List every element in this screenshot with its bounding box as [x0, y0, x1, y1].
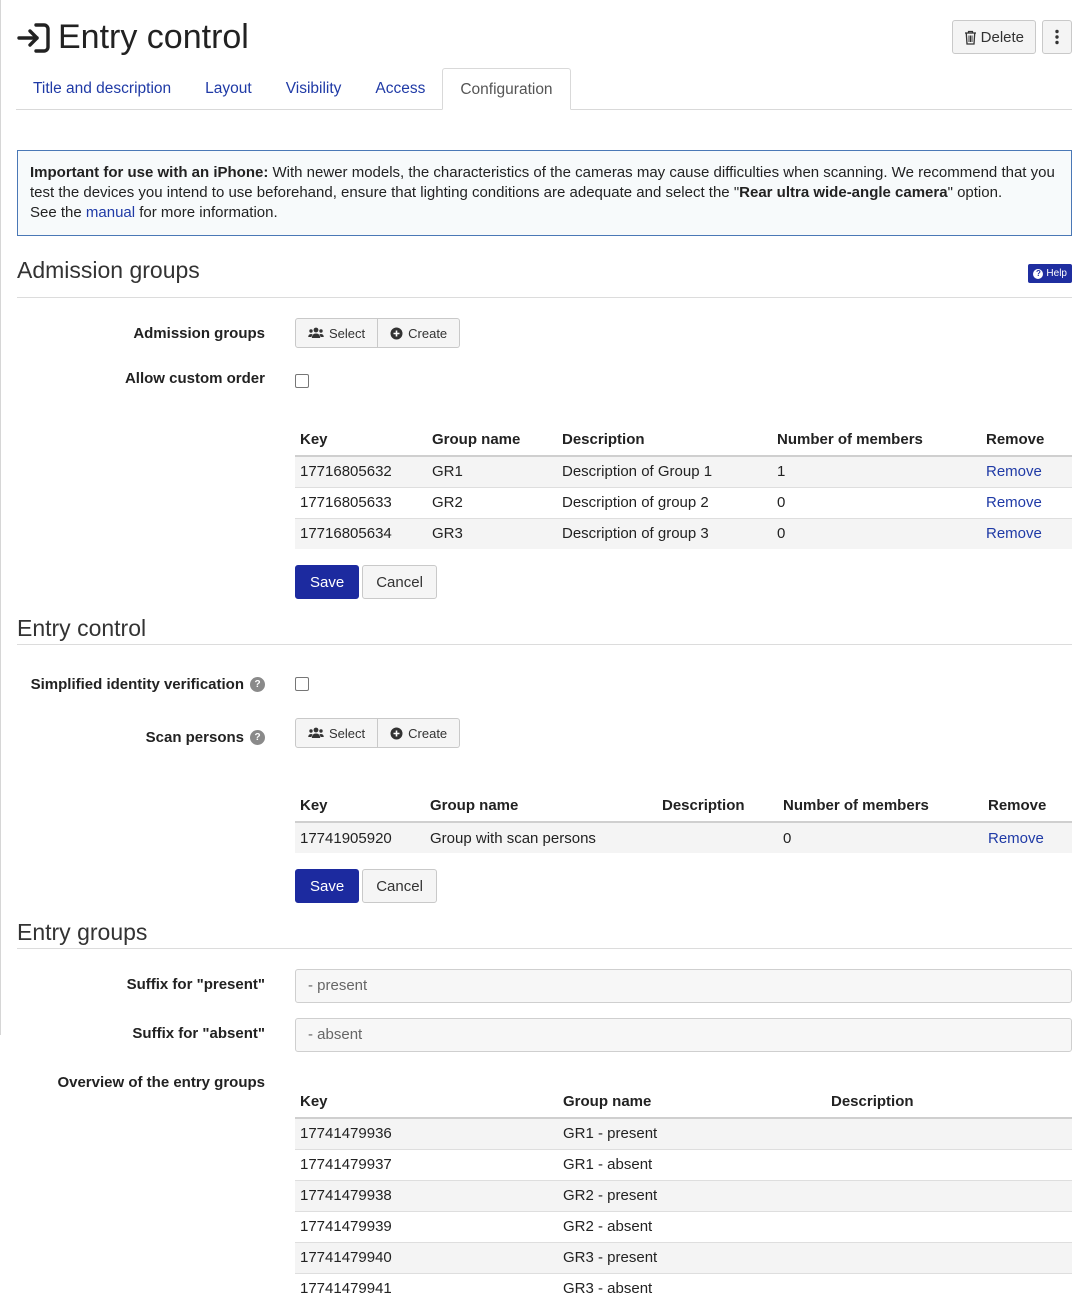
column-header-members: Number of members: [772, 424, 981, 456]
entry-groups-overview-label: [57, 1074, 265, 1091]
plus-circle-icon: [390, 327, 403, 340]
section-divider: [17, 948, 1072, 949]
kebab-menu-icon: [1055, 29, 1059, 45]
suffix-absent-label-text: Suffix for "absent": [132, 1025, 265, 1042]
scan-persons-select-button[interactable]: [295, 718, 378, 748]
question-circle-icon[interactable]: ?: [250, 730, 265, 745]
cell-key: 17741479938: [295, 1180, 558, 1211]
manual-link[interactable]: manual: [85, 204, 136, 221]
column-header-group-name: Group name: [427, 424, 557, 456]
question-circle-icon[interactable]: ?: [250, 677, 265, 692]
entry-control-form-actions: [295, 869, 437, 903]
column-header-members: Number of members: [778, 790, 983, 822]
tab-title-and-description[interactable]: Title and description: [33, 80, 172, 97]
cell-members: 0: [772, 518, 981, 549]
entry-groups-overview-label-text: Overview of the entry groups: [57, 1074, 265, 1091]
cell-description: [826, 1242, 1072, 1273]
page-title: Entry control: [58, 18, 249, 56]
tab-visibility[interactable]: Visibility: [285, 80, 342, 97]
cell-group-name: GR2 - present: [558, 1180, 826, 1211]
cell-group-name: GR1 - absent: [558, 1149, 826, 1180]
help-button[interactable]: [1028, 264, 1072, 283]
admission-groups-table: [295, 424, 1072, 549]
table-row: [295, 456, 1072, 487]
scan-persons-actions: [295, 718, 460, 748]
cell-key: 17741479939: [295, 1211, 558, 1242]
table-row: [295, 1149, 1072, 1180]
cell-description: [826, 1273, 1072, 1304]
section-divider: [17, 644, 1072, 645]
notice-strong: Important for use with an iPhone:: [30, 164, 269, 181]
column-header-key: Key: [295, 790, 425, 822]
cell-group-name: GR3 - absent: [563, 1280, 653, 1298]
cell-description: [657, 822, 778, 853]
column-header-key: Key: [295, 424, 427, 456]
column-header-group-name: Group name: [558, 1086, 826, 1118]
cell-group-name: GR1 - present: [558, 1118, 826, 1149]
admission-create-button[interactable]: [378, 318, 460, 348]
column-header-remove: Remove: [981, 424, 1072, 456]
tab-configuration[interactable]: Configuration: [442, 68, 570, 110]
trash-icon: [964, 30, 977, 45]
column-header-description: Description: [657, 790, 778, 822]
section-divider: [17, 297, 1072, 298]
simplified-verification-checkbox[interactable]: [295, 677, 309, 691]
entry-control-save-button[interactable]: Save: [295, 869, 359, 903]
allow-custom-order-label: [125, 370, 265, 387]
suffix-absent-label: [132, 1025, 265, 1042]
scan-persons-label: [146, 729, 265, 746]
allow-custom-order-label-text: Allow custom order: [124, 370, 265, 387]
cell-group-name: GR2 - absent: [558, 1211, 826, 1242]
cell-key: 17741479937: [295, 1149, 558, 1180]
table-row: [295, 1118, 1072, 1149]
suffix-absent-field[interactable]: - absent: [295, 1018, 1072, 1052]
cell-description: [826, 1180, 1072, 1211]
simplified-verification-label: [31, 676, 265, 693]
cell-group-name: Group with scan persons: [425, 822, 657, 853]
cell-description: Description of group 3: [557, 518, 772, 549]
scan-persons-label-text: Scan persons: [145, 729, 244, 746]
remove-link[interactable]: Remove: [986, 494, 1042, 511]
column-header-description: Description: [826, 1086, 1072, 1118]
cell-members: 1: [772, 456, 981, 487]
cell-group-name: GR1: [427, 456, 557, 487]
notice-text-1: With newer models, the characteristics of the cameras may cause difficulties when scanning. We recommend that you test the devices you intend to use beforehand, ensure that lighting conditions are adequate and select the ": [30, 164, 1055, 201]
table-row: [295, 1273, 1072, 1304]
cell-key: 17716805633: [295, 487, 427, 518]
header-actions: [952, 20, 1072, 54]
entry-control-cancel-button[interactable]: Cancel: [362, 869, 437, 903]
admission-groups-label-text: Admission groups: [133, 325, 265, 342]
cell-description: [826, 1118, 1072, 1149]
table-row: [295, 822, 1072, 853]
question-circle-icon: ?: [1033, 269, 1043, 279]
create-label: Create: [408, 725, 448, 741]
scan-persons-table: [295, 790, 1072, 853]
cell-members: 0: [772, 487, 981, 518]
cell-group-name: GR3 - present: [558, 1242, 826, 1273]
cell-description: [826, 1149, 1072, 1180]
table-row: [295, 487, 1072, 518]
suffix-present-label-text: Suffix for "present": [126, 976, 265, 993]
column-header-description: Description: [557, 424, 772, 456]
admission-form-actions: [295, 565, 437, 599]
cell-key: 17741479936: [295, 1118, 558, 1149]
admission-save-button[interactable]: Save: [295, 565, 359, 599]
table-row: [295, 1211, 1072, 1242]
select-label: Select: [329, 325, 366, 341]
column-header-group-name: Group name: [425, 790, 657, 822]
table-header-row: [295, 790, 1072, 822]
tab-access[interactable]: Access: [375, 80, 426, 97]
users-icon: [308, 727, 324, 739]
entry-groups-table: [295, 1086, 1072, 1304]
column-header-key: Key: [295, 1086, 558, 1118]
suffix-present-field[interactable]: - present: [295, 969, 1072, 1003]
column-header-remove: Remove: [983, 790, 1072, 822]
remove-link[interactable]: Remove: [988, 829, 1044, 847]
tab-bar: [16, 68, 1072, 110]
entry-groups-heading: Entry groups: [17, 919, 148, 945]
cell-key: 17741905920: [295, 822, 425, 853]
tab-layout[interactable]: Layout: [205, 80, 252, 97]
table-header-row: [295, 424, 1072, 456]
admission-cancel-button[interactable]: Cancel: [362, 565, 437, 599]
left-divider: [0, 0, 1, 1035]
cell-description: [826, 1211, 1072, 1242]
cell-group-name: GR3: [427, 518, 557, 549]
cell-key: 17716805634: [295, 518, 427, 549]
plus-circle-icon: [390, 727, 403, 740]
cell-members: 0: [778, 822, 983, 853]
cell-group-name: GR2: [427, 487, 557, 518]
remove-link[interactable]: Remove: [986, 463, 1042, 481]
iphone-notice: [17, 150, 1072, 236]
cell-key: 17741479941: [300, 1280, 392, 1298]
help-label: Help: [1046, 268, 1067, 279]
table-header-row: [295, 1086, 1072, 1118]
users-icon: [308, 327, 324, 339]
delete-button[interactable]: [952, 20, 1036, 54]
create-label: Create: [408, 325, 448, 341]
remove-link[interactable]: Remove: [986, 525, 1042, 543]
admission-groups-actions: [295, 318, 460, 348]
entry-control-heading: Entry control: [17, 615, 147, 641]
admission-select-button[interactable]: [295, 318, 378, 348]
table-row: [295, 518, 1072, 549]
notice-text-2: " option.: [947, 184, 1003, 201]
select-label: Select: [329, 725, 366, 741]
table-row: [295, 1242, 1072, 1273]
notice-text-3: See the: [30, 204, 86, 221]
cell-description: Description of group 2: [557, 487, 772, 518]
cell-description: Description of Group 1: [557, 456, 772, 487]
title-row: [16, 18, 249, 57]
allow-custom-order-checkbox[interactable]: [295, 374, 309, 388]
simplified-verification-label-text: Simplified identity verification: [30, 676, 244, 693]
more-actions-button[interactable]: [1042, 20, 1072, 54]
cell-key: 17741479940: [295, 1242, 558, 1273]
cell-key: 17716805632: [295, 456, 427, 487]
sign-in-icon: [16, 20, 52, 56]
table-row: [295, 1180, 1072, 1211]
admission-groups-label: [133, 325, 265, 342]
suffix-present-label: [127, 976, 265, 993]
scan-persons-create-button[interactable]: [378, 718, 460, 748]
delete-label: Delete: [980, 28, 1024, 46]
admission-groups-heading: Admission groups: [17, 257, 200, 283]
notice-strong-2: Rear ultra wide-angle camera: [739, 184, 948, 201]
notice-text-4: for more information.: [135, 204, 278, 221]
